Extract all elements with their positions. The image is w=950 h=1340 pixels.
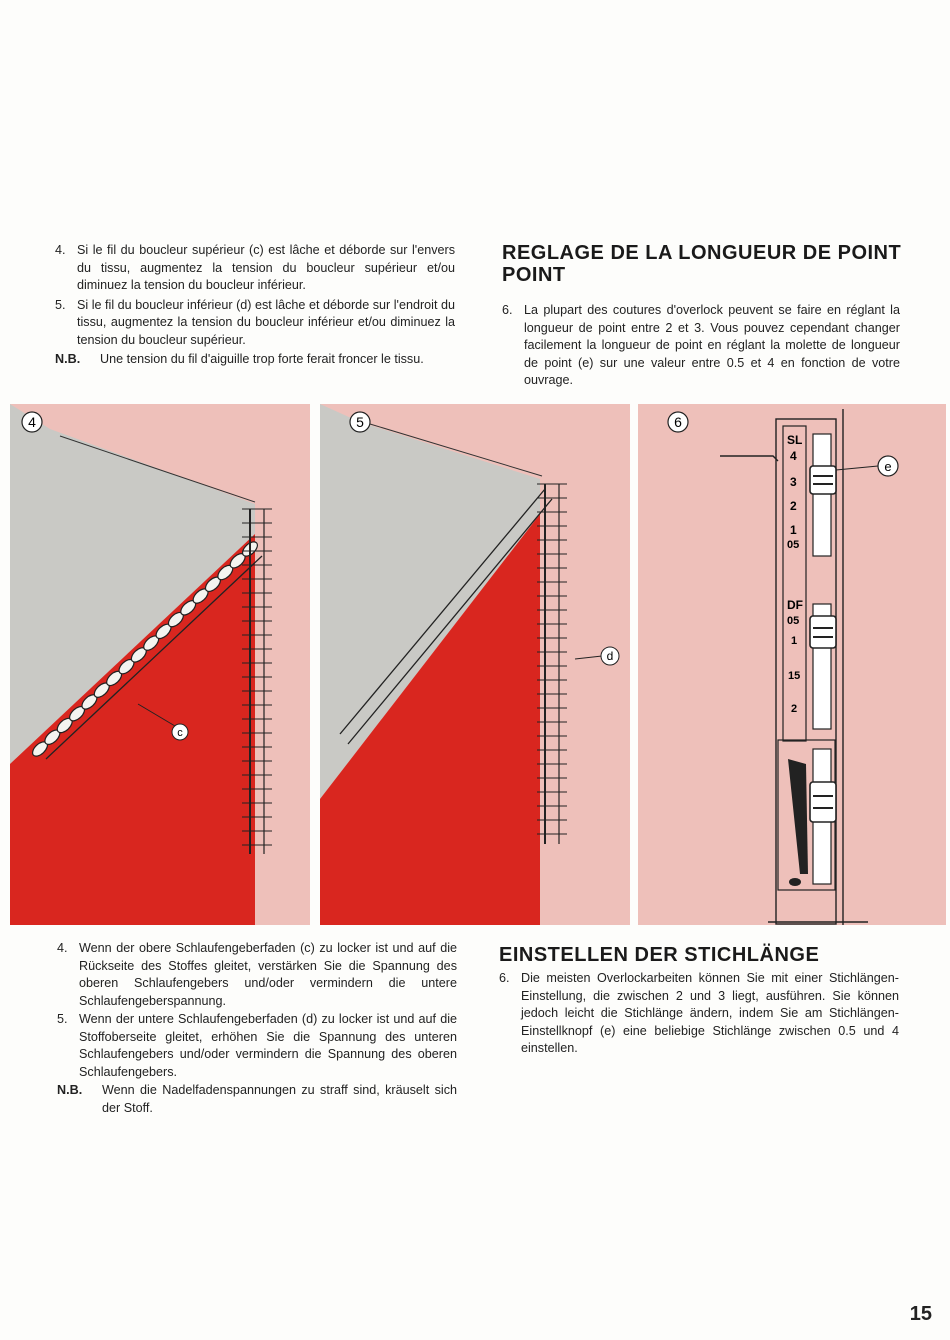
scale-value: 1 [790, 523, 797, 537]
de-heading: EINSTELLEN DER STICHLÄNGE [499, 944, 820, 966]
item-number: 4. [57, 941, 68, 955]
fr-heading: REGLAGE DE LA LONGUEUR DE POINT POINT [502, 242, 902, 286]
item-number: N.B. [57, 1083, 83, 1097]
item-text: Die meisten Overlockarbeiten können Sie mit einer Stichlängen-Einstellung, die zwischen 2 und 3 liegt, ausführen. Sie können jedoch leicht die Stichlänge ändern, indem Sie am Stichlängen-Einstellknopf (e) eine beliebige Stichlänge zwischen 0.5 und 4 einstellen. [521, 971, 899, 1055]
de-instructions-left [57, 940, 457, 1117]
scale-value: 05 [787, 539, 800, 551]
item-text: La plupart des coutures d'overlock peuvent se faire en réglant la longueur de point entre 2 et 3. Vous pouvez cependant changer facilement la longueur de point en réglant la molette de longueur de point (e) sur une valeur entre 0.5 et 4 en fonction de votre ouvrage. [524, 303, 900, 387]
scale-label: SL [787, 433, 803, 447]
item-text: Wenn der obere Schlaufengeberfaden (c) zu locker ist und auf die Rückseite des Stoffes gleitet, verstärken Sie die Spannung des oberen Schlaufengebers und/oder vermindern die untere Schlaufengeberspannung. [79, 941, 457, 1008]
label-e: e [884, 459, 892, 474]
figure-number: 5 [356, 414, 364, 430]
item-number: N.B. [55, 352, 81, 366]
fr-item-5 [55, 297, 455, 350]
de-item-nb [57, 1082, 457, 1117]
fr-item-6 [502, 302, 900, 390]
fr-item-nb [55, 351, 455, 369]
page-number: 15 [909, 1303, 932, 1325]
scale-value: 1 [791, 635, 798, 647]
scale-value: 2 [791, 703, 798, 715]
figure-number: 4 [28, 414, 36, 430]
figure-number: 6 [674, 414, 682, 430]
scale-label: DF [787, 598, 803, 612]
item-number: 6. [499, 971, 510, 985]
item-number: 5. [55, 297, 66, 312]
figure-6 [638, 404, 946, 925]
figure-4-illustration [10, 404, 310, 925]
item-number: 5. [57, 1012, 68, 1026]
fr-instructions-right [502, 302, 900, 390]
de-instructions-right [499, 970, 899, 1058]
fr-instructions-left [55, 242, 455, 369]
label-d: d [606, 649, 614, 663]
item-number: 6. [502, 303, 513, 317]
figure-5 [320, 404, 630, 925]
de-item-6 [499, 970, 899, 1058]
scale-value: 15 [788, 670, 801, 682]
item-text: Une tension du fil d'aiguille trop forte ferait froncer le tissu. [100, 352, 424, 366]
item-text: Si le fil du boucleur supérieur (c) est lâche et déborde sur l'envers du tissu, augmentez la tension du boucleur supérieur et/ou diminuez la tension du boucleur inférieur. [77, 243, 455, 292]
label-c: c [177, 727, 183, 739]
scale-value: 4 [790, 449, 797, 463]
item-number: 4. [55, 243, 66, 257]
de-item-5 [57, 1011, 457, 1081]
figure-5-illustration [320, 404, 630, 925]
item-text: Wenn der untere Schlaufengeberfaden (d) zu locker ist und auf die Stoffoberseite gleitet, erhöhen Sie die Spannung des unteren Schlaufengebers und/oder vermindern die Spannung des oberen Schlaufengebers. [79, 1012, 457, 1079]
scale-value: 2 [790, 499, 797, 513]
figure-4 [10, 404, 310, 925]
figure-6-illustration [638, 404, 946, 925]
item-text: Si le fil du boucleur inférieur (d) est lâche et déborde sur l'endroit du tissu, augmentez la tension du boucleur inférieur et/ou diminuez la tension du boucleur supérieur. [77, 297, 455, 347]
fr-item-4 [55, 242, 455, 295]
de-item-4 [57, 940, 457, 1010]
scale-value: 3 [790, 475, 797, 489]
item-text: Wenn die Nadelfadenspannungen zu straff sind, kräuselt sich der Stoff. [102, 1083, 457, 1115]
scale-value: 05 [787, 615, 800, 627]
